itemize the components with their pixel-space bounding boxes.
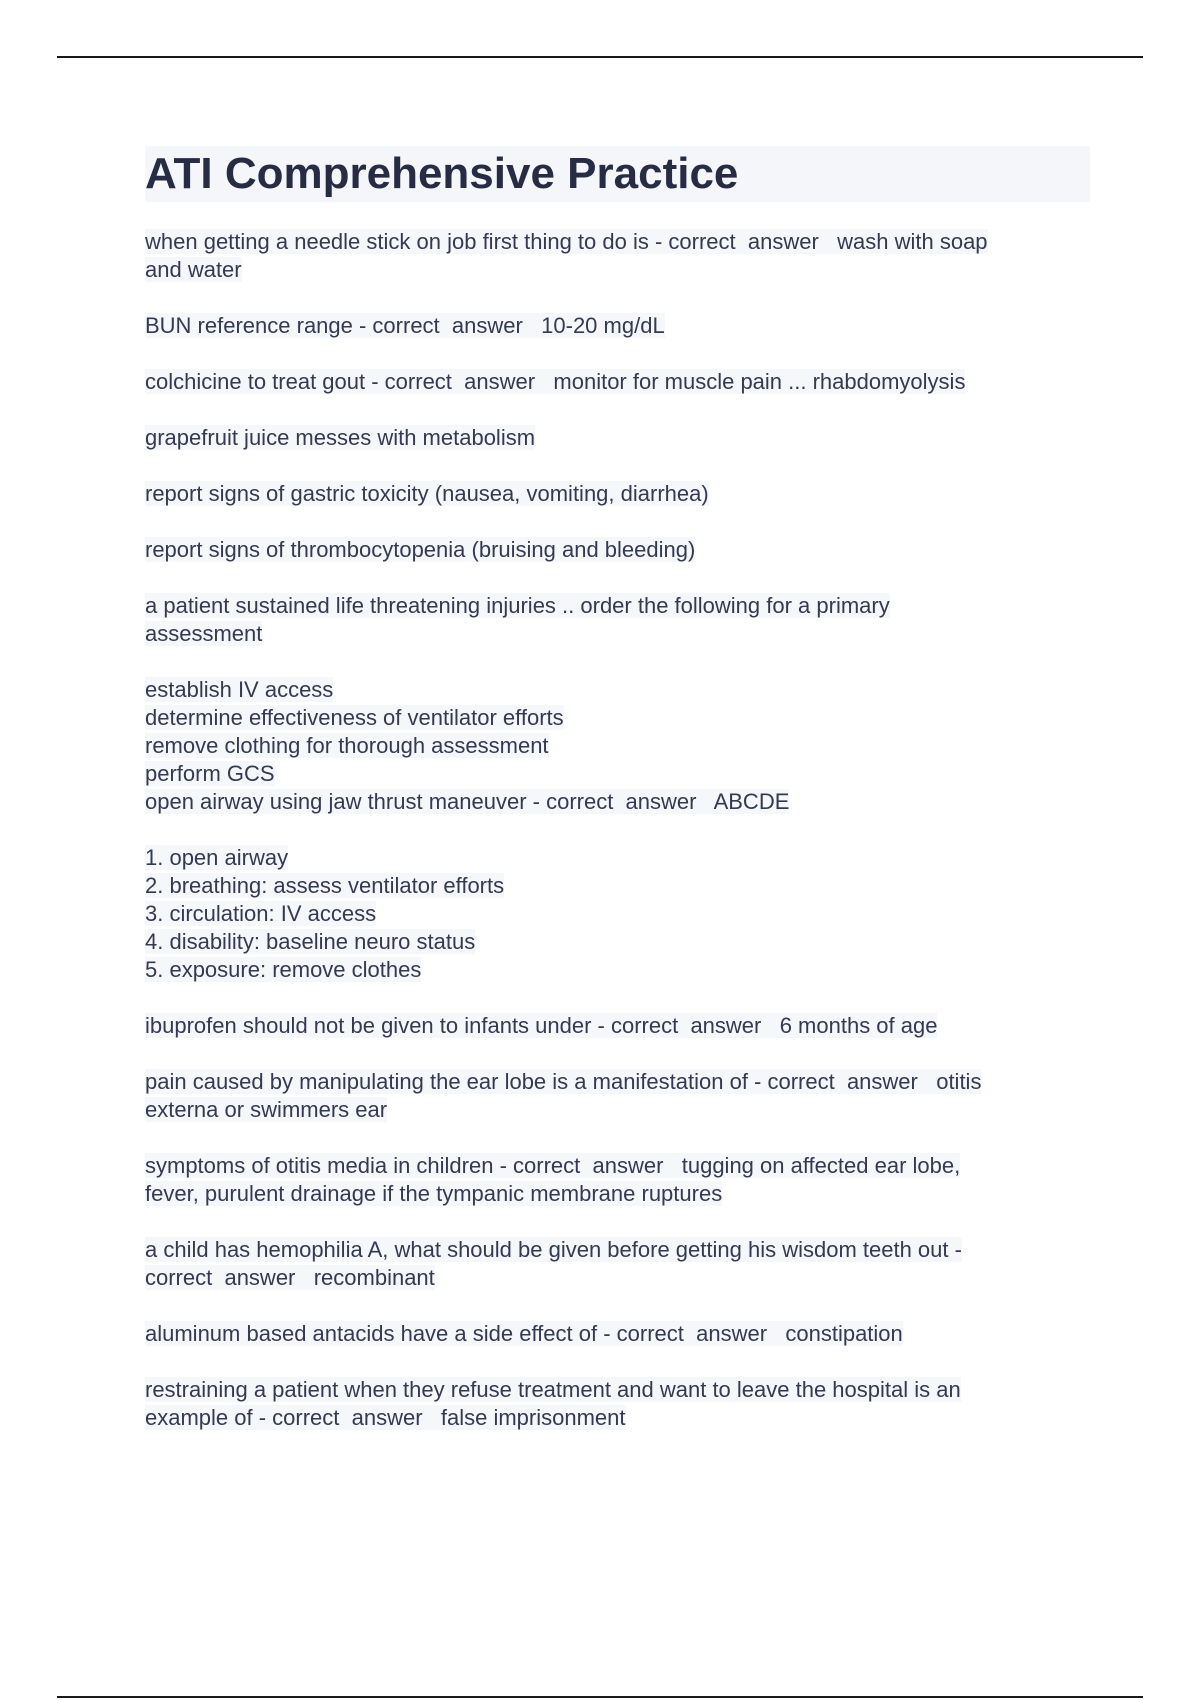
qa-entry — [145, 1320, 1090, 1348]
entry-line: establish IV access — [145, 677, 334, 702]
entry-line: symptoms of otitis media in children - correct answer tugging on affected ear lobe, — [145, 1153, 961, 1178]
entry-line: colchicine to treat gout - correct answer monitor for muscle pain ... rhabdomyolysis — [145, 369, 966, 394]
entry-line: 2. breathing: assess ventilator efforts — [145, 873, 505, 898]
footer-rule — [57, 1696, 1143, 1698]
qa-entry — [145, 1068, 1090, 1124]
entry-line: assessment — [145, 621, 263, 646]
entry-line: perform GCS — [145, 761, 275, 786]
qa-entry — [145, 676, 1090, 816]
qa-entry — [145, 312, 1090, 340]
entry-line: a patient sustained life threatening injuries .. order the following for a primary — [145, 593, 890, 618]
qa-entry — [145, 536, 1090, 564]
entry-line: pain caused by manipulating the ear lobe is a manifestation of - correct answer otitis — [145, 1069, 982, 1094]
entry-line: and water — [145, 257, 242, 282]
entry-line: BUN reference range - correct answer 10-20 mg/dL — [145, 313, 665, 338]
entry-line: externa or swimmers ear — [145, 1097, 388, 1122]
entry-line: 3. circulation: IV access — [145, 901, 377, 926]
entry-line: 1. open airway — [145, 845, 289, 870]
entry-line: a child has hemophilia A, what should be given before getting his wisdom teeth out - — [145, 1237, 962, 1262]
qa-entry — [145, 1236, 1090, 1292]
qa-entry — [145, 228, 1090, 284]
qa-entry — [145, 1012, 1090, 1040]
qa-entry — [145, 480, 1090, 508]
entry-line: example of - correct answer false imprisonment — [145, 1405, 626, 1430]
qa-entry — [145, 368, 1090, 396]
document-title: ATI Comprehensive Practice — [145, 146, 1090, 202]
qa-entry — [145, 424, 1090, 452]
entry-line: open airway using jaw thrust maneuver - correct answer ABCDE — [145, 789, 790, 814]
qa-entry — [145, 1376, 1090, 1432]
entry-line: remove clothing for thorough assessment — [145, 733, 549, 758]
entry-line: determine effectiveness of ventilator efforts — [145, 705, 564, 730]
entry-line: aluminum based antacids have a side effect of - correct answer constipation — [145, 1321, 903, 1346]
header-rule — [57, 56, 1143, 58]
entry-line: correct answer recombinant — [145, 1265, 435, 1290]
qa-entry — [145, 592, 1090, 648]
entry-line: grapefruit juice messes with metabolism — [145, 425, 536, 450]
entry-list — [145, 228, 1090, 1432]
entry-line: 4. disability: baseline neuro status — [145, 929, 476, 954]
document-body — [145, 146, 1090, 1460]
entry-line: ibuprofen should not be given to infants under - correct answer 6 months of age — [145, 1013, 938, 1038]
entry-line: fever, purulent drainage if the tympanic membrane ruptures — [145, 1181, 723, 1206]
qa-entry — [145, 1152, 1090, 1208]
entry-line: report signs of thrombocytopenia (bruising and bleeding) — [145, 537, 696, 562]
qa-entry — [145, 844, 1090, 984]
entry-line: restraining a patient when they refuse treatment and want to leave the hospital is an — [145, 1377, 961, 1402]
entry-line: report signs of gastric toxicity (nausea, vomiting, diarrhea) — [145, 481, 709, 506]
entry-line: 5. exposure: remove clothes — [145, 957, 422, 982]
entry-line: when getting a needle stick on job first thing to do is - correct answer wash with soap — [145, 229, 988, 254]
